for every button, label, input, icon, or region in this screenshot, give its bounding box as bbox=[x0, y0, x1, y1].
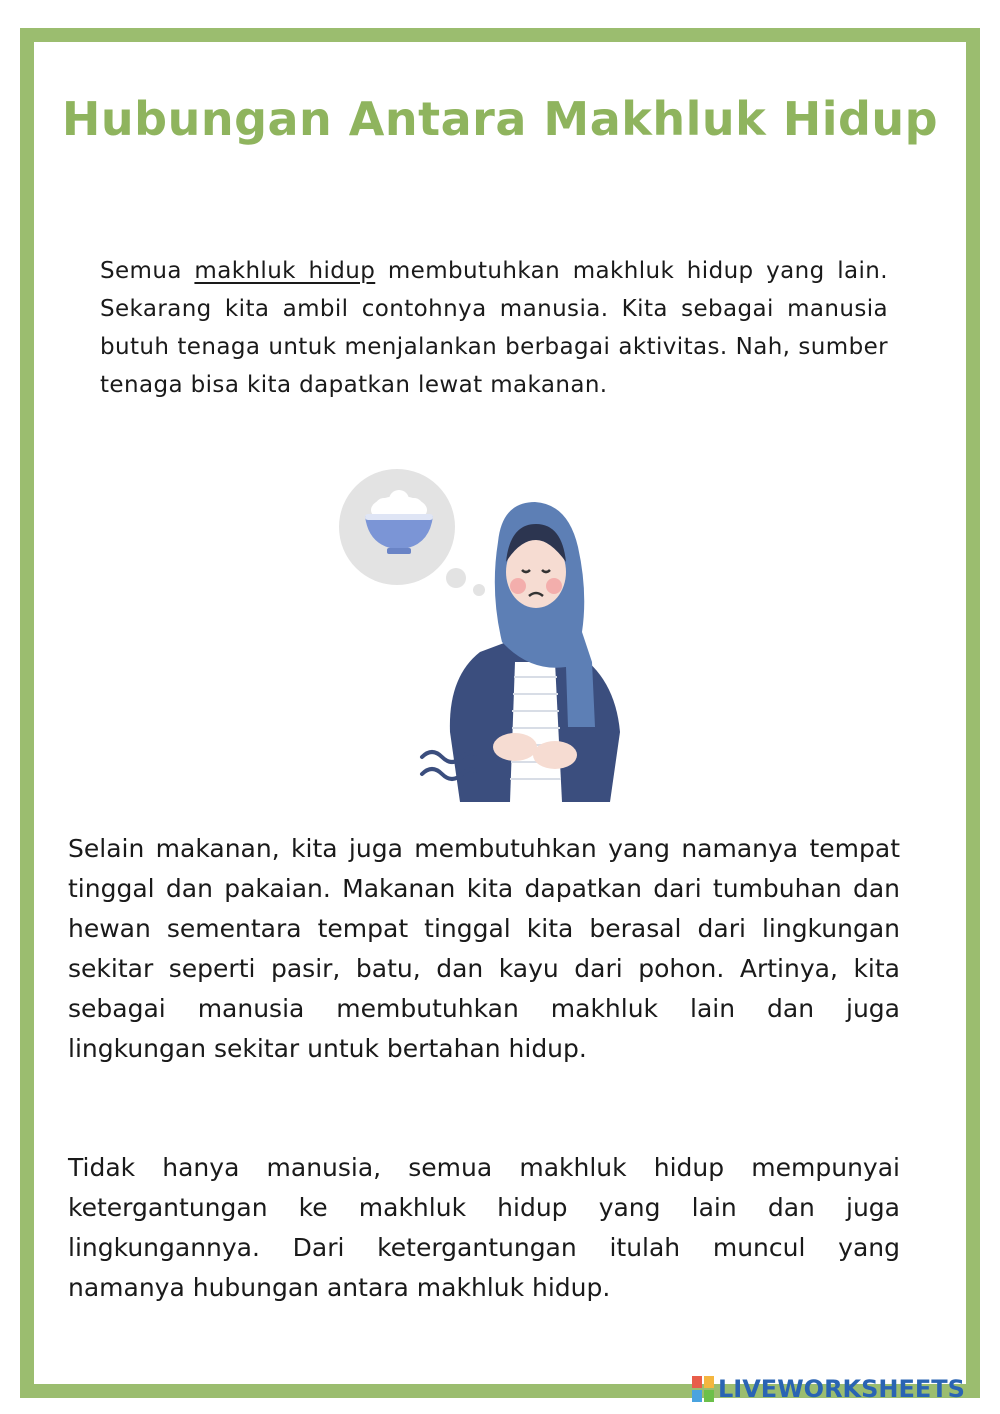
liveworksheets-logo-icon bbox=[692, 1376, 714, 1402]
third-paragraph: Tidak hanya manusia, semua makhluk hidup mempunyai ketergantungan ke makhluk hidup yang lain dan juga lingkungannya. Dari ketergantungan itulah muncul yang namanya hubungan antara makhluk hidup. bbox=[68, 1153, 900, 1302]
page-title: Hubungan Antara Makhluk Hidup bbox=[61, 92, 939, 146]
watermark-text: LIVEWORKSHEETS bbox=[718, 1375, 965, 1403]
makhluk-hidup-link[interactable]: makhluk hidup bbox=[194, 258, 376, 284]
hungry-girl-illustration bbox=[330, 462, 670, 802]
watermark bbox=[692, 1372, 965, 1406]
intro-lead: Semua bbox=[100, 258, 195, 284]
intro-paragraph bbox=[100, 252, 888, 404]
intro-rest: membutuhkan makhluk hidup yang lain. Sekarang kita ambil contohnya manusia. Kita sebagai manusia butuh tenaga untuk menjalankan berbagai aktivitas. Nah, sumber tenaga bisa kita dapatkan lewat makanan. bbox=[100, 258, 888, 398]
second-paragraph: Selain makanan, kita juga membutuhkan yang namanya tempat tinggal dan pakaian. Makanan kita dapatkan dari tumbuhan dan hewan sementara tempat tinggal kita berasal dari lingkungan sekitar seperti pasir, batu, dan kayu dari pohon. Artinya, kita sebagai manusia membutuhkan makhluk lain dan juga lingkungan sekitar untuk bertahan hidup. bbox=[68, 834, 900, 1063]
